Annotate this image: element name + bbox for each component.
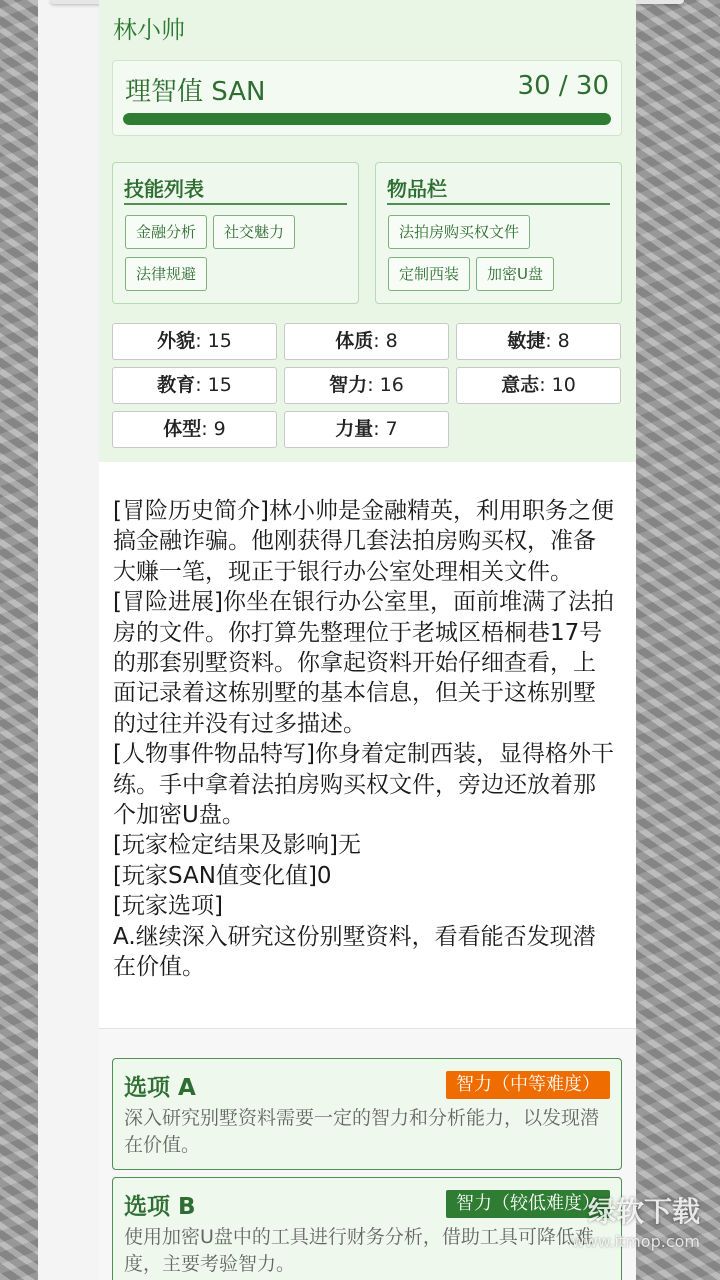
- skills-list: [125, 215, 352, 291]
- inventory-chip[interactable]: 加密U盘: [476, 257, 554, 291]
- story-log[interactable]: [99, 462, 636, 1028]
- stat-intelligence: 智力: 16: [284, 367, 449, 404]
- stat-dexterity: 敏捷: 8: [456, 323, 621, 360]
- option-title: 选项 B: [124, 1194, 196, 1220]
- watermark-logo: 绿软下载: [587, 1195, 700, 1228]
- option-b-button[interactable]: [112, 1177, 622, 1280]
- inventory-chip[interactable]: 法拍房购买权文件: [388, 215, 530, 249]
- skill-chip[interactable]: 金融分析: [125, 215, 207, 249]
- inventory-list: [388, 215, 615, 291]
- skill-chip[interactable]: 社交魅力: [213, 215, 295, 249]
- san-label: 理智值 SAN: [125, 77, 266, 107]
- stat-appearance: 外貌: 15: [112, 323, 277, 360]
- san-value: 30 / 30: [517, 71, 609, 101]
- stat-size: 体型: 9: [112, 411, 277, 448]
- inventory-panel: [375, 162, 622, 304]
- option-a-button[interactable]: [112, 1058, 622, 1170]
- option-description: 深入研究别墅资料需要一定的智力和分析能力，以发现潜在价值。: [124, 1107, 600, 1156]
- story-paragraph: [冒险历史简介]林小帅是金融精英，利用职务之便搞金融诈骗。他刚获得几套法拍房购买权，准备大赚一笔，现正于银行办公室处理相关文件。: [113, 498, 614, 585]
- san-progress-bar: [123, 113, 611, 125]
- story-paragraph: [人物事件物品特写]你身着定制西装，显得格外干练。手中拿着法拍房购买权文件，旁边还放着那个加密U盘。: [113, 741, 614, 829]
- watermark-url: www.itmop.com: [571, 1232, 700, 1251]
- skills-title: 技能列表: [124, 173, 347, 205]
- story-paragraph: [玩家检定结果及影响]无: [113, 832, 361, 859]
- stat-power: 意志: 10: [456, 367, 621, 404]
- stat-education: 教育: 15: [112, 367, 277, 404]
- inventory-title: 物品栏: [387, 173, 610, 205]
- difficulty-badge: 智力（较低难度）: [446, 1190, 610, 1218]
- story-paragraph: [玩家选项]: [113, 893, 223, 920]
- stat-constitution: 体质: 8: [284, 323, 449, 360]
- option-title: 选项 A: [124, 1075, 196, 1101]
- inventory-chip[interactable]: 定制西装: [388, 257, 470, 291]
- skill-chip[interactable]: 法律规避: [125, 257, 207, 291]
- option-description: 使用加密U盘中的工具进行财务分析，借助工具可降低难度，主要考验智力。: [124, 1226, 594, 1275]
- stat-strength: 力量: 7: [284, 411, 449, 448]
- story-paragraph: A.继续深入研究这份别墅资料，看看能否发现潜在价值。: [113, 923, 596, 981]
- attribute-grid: [112, 323, 622, 448]
- story-paragraph: [玩家SAN值变化值]0: [113, 862, 332, 889]
- character-name: 林小帅: [113, 16, 185, 44]
- san-panel: [112, 60, 622, 136]
- difficulty-badge: 智力（中等难度）: [446, 1071, 610, 1099]
- story-text: [113, 496, 618, 983]
- san-progress-fill: [123, 113, 611, 125]
- story-paragraph: [冒险进展]你坐在银行办公室里，面前堆满了法拍房的文件。你打算先整理位于老城区梧桐巷17号的那套别墅资料。你拿起资料开始仔细查看，上面记录着这栋别墅的基本信息，但关于这栋别墅的过往并没有过多描述。: [113, 589, 614, 737]
- skills-panel: [112, 162, 359, 304]
